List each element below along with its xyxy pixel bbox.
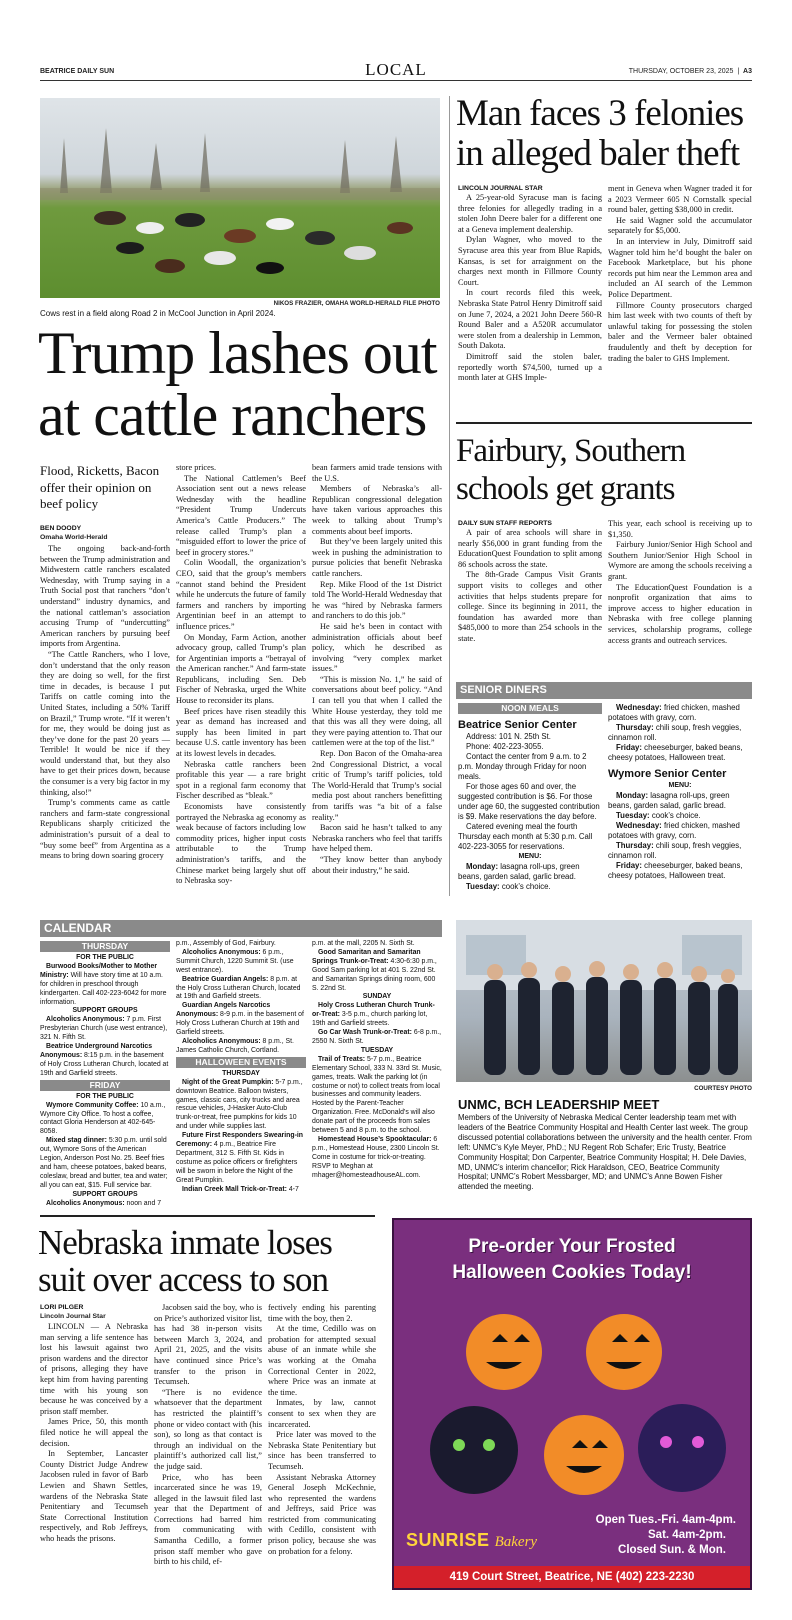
item-name: Beatrice Guardian Angels: bbox=[182, 975, 269, 983]
paragraph: “This is mission No. 1,” he said of conversations about beef policy. “And I can tell you that when I called the White House yesterday, they told me that this was all they were doing, all they were paying attention to. That our cattlemen were at the top of the list.” bbox=[312, 674, 442, 748]
item-text: Will have story time at 10 a.m. for children in preschool through kindergarten. Call 402-223-6042 for more information. bbox=[40, 971, 167, 1006]
paragraph: Price later was moved to the Nebraska State Penitentiary but since has been transferred to Tecumseh. bbox=[268, 1430, 376, 1471]
menu-day bbox=[608, 703, 752, 723]
date-text: THURSDAY, OCTOBER 23, 2025 bbox=[628, 68, 734, 75]
cattle-byline: BEN DOODY bbox=[40, 525, 82, 532]
day-menu: chili soup, fresh veggies, cinnamon roll. bbox=[608, 723, 742, 742]
paragraph: Colin Woodall, the organization’s CEO, said that the group’s members “cannot stand behind the President while he undercuts the future of family farmers and ranchers by importing Argentinian beef in an attempt to influence prices.” bbox=[176, 558, 306, 631]
beatrice-center-name: Beatrice Senior Center bbox=[458, 719, 577, 731]
schools-byline: DAILY SUN STAFF REPORTS bbox=[458, 520, 552, 527]
sunrise-logo bbox=[406, 1530, 537, 1551]
menu-day bbox=[608, 791, 752, 811]
item-name: Alcoholics Anonymous: bbox=[46, 1016, 125, 1024]
inmate-outlet: Lincoln Journal Star bbox=[40, 1313, 106, 1320]
schools-col2 bbox=[608, 519, 752, 670]
paragraph: This year, each school is receiving up to $1,350. bbox=[608, 519, 752, 539]
inmate-col2 bbox=[154, 1303, 262, 1590]
tuesday-heading: TUESDAY bbox=[360, 1046, 394, 1054]
day-menu: cheeseburger, baked beans, cheesy potatoes, Halloween treat. bbox=[608, 861, 743, 880]
paragraph: The National Cattlemen’s Beef Association sent out a news release Wednesday with the headline “President Trump Undercuts America’s Cattle Producers.” The release called Trump’s plan a “misguided effort to lower the price of beef in grocery stores.” bbox=[176, 473, 306, 557]
paragraph: Nebraska cattle ranchers been profitable this year — a rare bright spot in a regional farm economy that Fischer described as “bleak.” bbox=[176, 759, 306, 801]
unmc-photo-art bbox=[456, 920, 752, 1082]
section-rule bbox=[40, 1215, 375, 1217]
section-rule bbox=[456, 422, 752, 424]
day-menu: fried chicken, mashed potatoes with gravy, corn. bbox=[608, 821, 740, 840]
menu-day bbox=[458, 862, 602, 882]
for-public-heading: FOR THE PUBLIC bbox=[76, 954, 134, 961]
paragraph: James Price, 50, this month filed notice he will appeal the decision. bbox=[40, 1417, 148, 1448]
logo-bakery: Bakery bbox=[494, 1534, 538, 1550]
schools-col1 bbox=[458, 528, 602, 670]
day-menu: chili soup, fresh veggies, cinnamon roll. bbox=[608, 841, 742, 860]
day-label: Monday: bbox=[466, 862, 499, 871]
menu-day bbox=[458, 882, 602, 892]
inmate-col1 bbox=[40, 1322, 148, 1590]
paragraph: Price, who has been incarcerated since he was 19, alleged in the lawsuit filed last year that the Department of Corrections had barred him from communicating with Samantha Cedillo, a former prison staff member who gave birth to his child, ef- bbox=[154, 1472, 262, 1567]
paragraph: “The Cattle Ranchers, who I love, don’t understand that the only reason they are doing so well, for the first time in decades, is because I put Tariffs on cattle coming into the United States, including a 50% Tariff on Brazil,” Trump wrote. “If it weren’t for me, they would be doing just as they’ve done for the past 20 years — Terrible! It would be nice if they would understand that, but they also have to get their prices down, because the consumer is a very big factor in my thinking, also!” bbox=[40, 649, 170, 797]
paragraph: bean farmers amid trade tensions with the U.S. bbox=[312, 463, 442, 483]
unmc-photo-credit: COURTESY PHOTO bbox=[694, 1085, 752, 1092]
paragraph: store prices. bbox=[176, 463, 217, 472]
paragraph: Bacon said he hasn’t talked to any Nebraska ranchers who feel that tariffs have helped them. bbox=[312, 823, 442, 854]
cattle-col3 bbox=[312, 463, 442, 898]
item-name: Burwood Books/Mother to Mother Ministry: bbox=[40, 962, 158, 979]
item-text: 10 a.m., Wymore City Office. To host a coffee, contact Gloria Henderson at 402-645-8058. bbox=[40, 1101, 166, 1136]
item-text: 7 p.m. First Presbyterian Church (use west entrance), 321 N. Fifth St. bbox=[40, 1016, 168, 1042]
day-label: Wednesday: bbox=[616, 703, 662, 712]
day-menu: cheeseburger, baked beans, cheesy potatoes, Halloween treat. bbox=[608, 743, 743, 762]
cattle-subhead: Flood, Ricketts, Bacon offer their opinion on beef policy bbox=[40, 463, 160, 511]
item-text: 4:30-6:30 p.m., Good Sam parking lot at 401 S. 22nd St. and Samaritan Springs dining room, 600 S. 22nd St. bbox=[312, 957, 437, 992]
menu-day bbox=[608, 743, 752, 763]
baler-col1 bbox=[458, 193, 602, 399]
calendar-item bbox=[176, 976, 306, 1003]
cattle-headline: Trump lashes out at cattle ranchers bbox=[38, 320, 437, 448]
item-name: Alcoholics Anonymous: bbox=[182, 948, 261, 956]
paragraph: “They know better than anybody about their industry,” he said. bbox=[312, 854, 442, 875]
item-name: Future First Responders Swearing-in Ceremony: bbox=[176, 1132, 303, 1149]
calendar-item bbox=[312, 1056, 442, 1136]
calendar-continued: p.m., Assembly of God, Fairbury. bbox=[176, 940, 276, 947]
bakery-ad[interactable] bbox=[392, 1218, 752, 1590]
item-text: 8:15 p.m. in the basement of Holy Cross Lutheran Church, located at 19th and Garfield streets. bbox=[40, 1051, 169, 1077]
paragraph: “There is no evidence whatsoever that the department has restricted the plaintiff’s phone or video contact with (his son), so long as that contact is through an individual on the plaintiff’s authorized call list,” the judge said. bbox=[154, 1387, 262, 1471]
beatrice-phone: Phone: 402-223-3055. bbox=[466, 742, 544, 751]
day-menu: lasagna roll-ups, green beans, garden salad, garlic bread. bbox=[458, 862, 580, 881]
column-rule bbox=[449, 96, 450, 896]
day-menu: cook’s choice. bbox=[501, 882, 551, 891]
paragraph: Fairbury Junior/Senior High School and Southern Junior/Senior High School in Wymore are among the schools receiving a grant. bbox=[608, 540, 752, 581]
beatrice-info-2: For those ages 60 and over, the suggested contribution is $6. For those under age 60, the suggested contribution is $9. Make reservations the day before. bbox=[458, 782, 600, 821]
diners-col2 bbox=[608, 703, 752, 899]
menu-day bbox=[608, 821, 752, 841]
calendar-item bbox=[176, 1079, 306, 1132]
pumpkin-cookie bbox=[544, 1415, 624, 1495]
item-name: Beatrice Underground Narcotics Anonymous: bbox=[40, 1043, 153, 1059]
cattle-photo-credit: NIKOS FRAZIER, OMAHA WORLD-HERALD FILE PHOTO bbox=[273, 300, 440, 307]
cat-cookie bbox=[430, 1406, 518, 1494]
paragraph: On Monday, Farm Action, another advocacy group, called Trump’s plan for Argentinian imports a “betrayal of the American rancher.” And farm-state Republicans, including Sen. Deb Fischer of Nebraska, urged the White House to reconsider its plans. bbox=[176, 632, 306, 706]
paragraph: fectively ending his parenting time with the boy, then 2. bbox=[268, 1303, 376, 1323]
paragraph: He said Wagner sold the accumulator separately for $5,000. bbox=[608, 215, 752, 236]
thursday-band: THURSDAY bbox=[40, 941, 170, 952]
page-number: A3 bbox=[743, 68, 752, 75]
baler-headline: Man faces 3 felonies in alleged baler theft bbox=[456, 93, 744, 174]
item-name: Alcoholics Anonymous: bbox=[46, 1199, 125, 1207]
item-text: 8-9 p.m. in the basement of Holy Cross Lutheran Church at 19th and Garfield streets. bbox=[176, 1011, 304, 1037]
day-label: Thursday: bbox=[616, 841, 654, 850]
item-text: 8 p.m. at the Holy Cross Lutheran Church, located at 19th and Garfield streets. bbox=[176, 975, 301, 1001]
item-text: 6 p.m., Summit Church, 1220 Summit St. (use west entrance). bbox=[176, 948, 294, 974]
item-text: 4-7 bbox=[288, 1185, 299, 1193]
item-text: 6-8 p.m., 2550 N. Sixth St. bbox=[312, 1029, 442, 1045]
senior-diners-bar: SENIOR DINERS bbox=[456, 682, 752, 699]
ad-headline-2: Halloween Cookies Today! bbox=[452, 1262, 692, 1283]
cattle-col2 bbox=[176, 463, 306, 898]
section-title: LOCAL bbox=[365, 60, 427, 79]
schools-headline: Fairbury, Southern schools get grants bbox=[456, 433, 686, 507]
support-heading: SUPPORT GROUPS bbox=[72, 1190, 138, 1198]
paragraph: Assistant Nebraska Attorney General Joseph McKechnie, who represented the wardens and Jeffreys, said Price was restricted from communicating with Cedillo, consistent with prison policy, because she was on probation for a felony. bbox=[268, 1472, 376, 1556]
item-name: Holy Cross Lutheran Church Trunk-or-Treat: bbox=[312, 1002, 435, 1019]
item-text: 5-7 p.m., downtown Beatrice. Balloon twisters, games, classic cars, city trucks and area rescue vehicles, J-Hasker Auto-Club trunk-or-treat, free pumpkins for kids 10 and under while supplies last. bbox=[176, 1078, 303, 1131]
paragraph: Dimitroff said the stolen baler, reportedly worth $74,500, turned up a month later at GHS Imple- bbox=[458, 351, 602, 383]
cattle-outlet: Omaha World-Herald bbox=[40, 534, 108, 541]
day-menu: fried chicken, mashed potatoes with gravy, corn. bbox=[608, 703, 740, 722]
sunday-heading: SUNDAY bbox=[362, 993, 392, 1001]
paragraph: Beef prices have risen steadily this year as demand has increased and supply has been limited in part because U.S. cattle inventory has been at its lowest levels in decades. bbox=[176, 706, 306, 759]
beatrice-info-3: Catered evening meal the fourth Thursday each month at 5:30 p.m. Call 402-223-3055 for reservations. bbox=[458, 822, 593, 851]
item-text: 8 p.m., St. James Catholic Church, Cortland. bbox=[176, 1037, 294, 1054]
item-name: Trail of Treats: bbox=[318, 1055, 366, 1063]
unmc-title: UNMC, BCH LEADERSHIP MEET bbox=[458, 1097, 660, 1112]
day-label: Friday: bbox=[616, 861, 642, 870]
pumpkin-cookie bbox=[586, 1314, 662, 1390]
calendar-item bbox=[312, 1002, 442, 1029]
day-menu: cook’s choice. bbox=[651, 811, 701, 820]
paragraph: At the time, Cedillo was on probation for attempted sexual abuse of an inmate while she was working at the Omaha Correctional Center in 2022, where Price was an inmate at the time. bbox=[268, 1324, 376, 1397]
unmc-caption: Members of the University of Nebraska Medical Center leadership team met with leaders of the Beatrice Community Hospital and Health Center last week. The group discussed potential collaborations between the university and the health center. From left: UNMC’s Kyle Meyer, PhD.; NU Regent Rob Schafer; Eric Trusty, Beatrice Community Hospital; Don Carpenter, Beatrice Community Hospital; H. Dele Davies, MD, UNMC’s interim chancellor; Rick Haraldson, CEO, Beatrice Community Hospital; UNMC’s Robert Messbarger, MD; and UNMC’s Anne Bowen Fisher attended the meeting. bbox=[458, 1113, 752, 1192]
day-label: Tuesday: bbox=[466, 882, 500, 891]
calendar-item bbox=[40, 1137, 170, 1190]
paragraph: In an interview in July, Dimitroff said Wagner told him he’d bought the baler on Facebook Marketplace, but his phone records put him near the Lemmon area and included an AI search of the Lemmon Police Department. bbox=[608, 236, 752, 299]
paragraph: In court records filed this week, Nebraska State Patrol Henry Dimitroff said on June 7, 2024, a 2021 John Deere 560-R Round Baler and a A520R accumulator were stolen from a dealership in Lemmon, South Dakota. bbox=[458, 288, 602, 351]
item-name: Guardian Angels Narcotics Anonymous: bbox=[176, 1002, 271, 1019]
paragraph: Fillmore County prosecutors charged him last week with two counts of theft by unlawful taking for possessing the stolen baler and the Vermeer baler obtained fraudulently and theft by deception for trading the baler to GHS Implement. bbox=[608, 300, 752, 363]
unmc-photo bbox=[456, 920, 752, 1082]
calendar-col1 bbox=[40, 940, 170, 1207]
calendar-item bbox=[40, 1200, 170, 1209]
calendar-col2 bbox=[176, 940, 306, 1200]
beatrice-address: Address: 101 N. 25th St. bbox=[466, 732, 551, 741]
calendar-item bbox=[176, 1038, 306, 1056]
cattle-photo-art bbox=[40, 98, 440, 298]
paragraph: Trump’s comments came as cattle ranchers and farm-state congressional Republicans sharply criticized the administration’s pursuit of a deal to “buy some beef” from Argentina as a means to bring down soaring grocery bbox=[40, 798, 170, 861]
for-public-heading: FOR THE PUBLIC bbox=[76, 1092, 134, 1100]
ad-hours-1: Open Tues.-Fri. 4am-4pm. bbox=[595, 1514, 736, 1526]
item-name: Alcoholics Anonymous: bbox=[182, 1037, 261, 1045]
inmate-col3 bbox=[268, 1303, 376, 1590]
logo-brand: SUNRISE bbox=[406, 1530, 490, 1550]
noon-meals-band: NOON MEALS bbox=[458, 703, 602, 714]
header-rule bbox=[40, 80, 752, 81]
item-name: Night of the Great Pumpkin: bbox=[182, 1078, 274, 1086]
header-date: THURSDAY, OCTOBER 23, 2025 | A3 bbox=[628, 68, 752, 75]
calendar-item bbox=[40, 963, 170, 1008]
baler-byline: LINCOLN JOURNAL STAR bbox=[458, 185, 543, 192]
beatrice-info-1: Contact the center from 9 a.m. to 2 p.m. Monday through Friday for noon meals. bbox=[458, 752, 587, 781]
paragraph: The 8th-Grade Campus Visit Grants support visits to colleges and other activities that helps students prepare for college. Since its beginning in 2011, the foundation has awarded more than $485,000 to more than 254 schools in the state. bbox=[458, 570, 602, 643]
paragraph: Jacobsen said the boy, who is on Price’s authorized visitor list, has had 38 in-person visits between March 3, 2024, and April 21, 2025, and the visits have continued since Price’s transfer to the prison in Tecumseh. bbox=[154, 1303, 262, 1387]
calendar-bar: CALENDAR bbox=[40, 920, 442, 937]
paragraph: A pair of area schools will share in nearly $56,000 in grant funding from the EducationQuest Foundation to split among 86 schools across the state. bbox=[458, 528, 602, 569]
item-name: Mixed stag dinner: bbox=[46, 1137, 107, 1145]
beatrice-menu-label: MENU: bbox=[518, 853, 542, 860]
inmate-byline: LORI PILGER bbox=[40, 1304, 84, 1311]
paragraph: Economists have consistently portrayed the Nebraska ag economy as weak because of factors including low commodity prices, higher input costs attributable to the Trump administration’s tariffs, and the Chinese market being largely shut off to Nebraska soy- bbox=[176, 802, 306, 886]
calendar-item bbox=[176, 949, 306, 976]
calendar-item bbox=[312, 1029, 442, 1047]
cattle-photo bbox=[40, 98, 440, 298]
item-name: Go Car Wash Trunk-or-Treat: bbox=[318, 1029, 412, 1037]
paragraph: But they’ve been largely united this week in pushing the administration to pursue policies that benefit Nebraska cattle ranchers. bbox=[312, 537, 442, 578]
paragraph: Members of Nebraska’s all-Republican congressional delegation have taken various approaches this week to talking about Trump’s comments about beef imports. bbox=[312, 484, 442, 536]
item-text: 5:30 p.m. until sold out, Wymore Sons of the American Legion, Anderson Post No. 25. Beef fries and ham, cheese potatoes, baked beans, coleslaw, bread and butter, tea and water; all you can eat, $15. Full service bar. bbox=[40, 1137, 168, 1189]
friday-band: FRIDAY bbox=[40, 1080, 170, 1091]
item-text: 3-5 p.m., church parking lot, 19th and Garfield streets. bbox=[312, 1011, 428, 1028]
day-label: Friday: bbox=[616, 743, 642, 752]
calendar-item bbox=[40, 1043, 170, 1079]
ad-headline-1: Pre-order Your Frosted bbox=[468, 1236, 676, 1257]
baler-col2 bbox=[608, 184, 752, 399]
calendar-item bbox=[176, 1132, 306, 1185]
paper-name: BEATRICE DAILY SUN bbox=[40, 68, 115, 75]
day-menu: lasagna roll-ups, green beans, garden salad, garlic bread. bbox=[608, 791, 730, 810]
day-label: Monday: bbox=[616, 791, 649, 800]
cattle-photo-caption: Cows rest in a field along Road 2 in McCool Junction in April 2024. bbox=[40, 309, 276, 318]
item-text: noon and 7 bbox=[126, 1199, 162, 1207]
day-label: Thursday: bbox=[616, 723, 654, 732]
paragraph: Inmates, by law, cannot consent to sex when they are incarcerated. bbox=[268, 1398, 376, 1429]
menu-day bbox=[608, 841, 752, 861]
support-heading: SUPPORT GROUPS bbox=[72, 1007, 138, 1015]
paragraph: He said he’s been in contact with administration officials about beef policy, which he described as involving “very complex market issues.” bbox=[312, 621, 442, 674]
wymore-menu-label: MENU: bbox=[668, 782, 692, 789]
item-name: Good Samaritan and Samaritan Springs Trunk-or-Treat: bbox=[312, 948, 421, 965]
item-text: 4 p.m., Beatrice Fire Department, 312 S. Fifth St. Kids in costume as police officers or firefighters will be sworn in before the Night of the Great Pumpkin. bbox=[176, 1141, 298, 1184]
ad-address[interactable]: 419 Court Street, Beatrice, NE (402) 223-2230 bbox=[394, 1566, 750, 1588]
calendar-item bbox=[312, 1136, 442, 1181]
item-name: Indian Creek Mall Trick-or-Treat: bbox=[182, 1185, 287, 1193]
paragraph: Dylan Wagner, who moved to the Syracuse area this year from Blue Rapids, Kansas, is set for arraignment on the charges next month in Fillmore County Court. bbox=[458, 235, 602, 287]
cattle-col1 bbox=[40, 544, 170, 898]
calendar-item bbox=[40, 1016, 170, 1043]
wymore-center-name: Wymore Senior Center bbox=[608, 768, 727, 780]
calendar-item bbox=[176, 1186, 306, 1195]
menu-day bbox=[608, 861, 752, 881]
thursday-heading: THURSDAY bbox=[222, 1069, 260, 1077]
paragraph: LINCOLN — A Nebraska man serving a life sentence has lost his lawsuit against two prison wardens and the director of prisons, alleging they have kept him from having parenting time with his young son because he was conceived by a prison staff member. bbox=[40, 1322, 148, 1416]
item-name: Wymore Community Coffee: bbox=[46, 1101, 139, 1109]
calendar-item bbox=[40, 1102, 170, 1138]
paragraph: The ongoing back-and-forth between the Trump administration and Midwestern cattle ranchers escalated Wednesday, with Trump saying in a Truth Social post that ranchers “don’t understand” industry dynamics, and the national cattleman’s association accusing Trump of “undercutting” American ranchers by pursuing beef imports from Argentina. bbox=[40, 544, 170, 649]
calendar-col3 bbox=[312, 940, 442, 1200]
cat-cookie bbox=[638, 1404, 726, 1492]
item-text: 5-7 p.m., Beatrice Elementary School, 333 N. 33rd St. Music, games, treats. Walk the parking lot (in costume or not) to collect treats from local businesses and community leaders. Hosted by the Parent-Teacher Organization. Free. McDonald’s will also donate part of the proceeds from sales between 5 and 8 p.m. to the school. bbox=[312, 1055, 442, 1135]
menu-day bbox=[608, 811, 752, 821]
calendar-continued: p.m. at the mall, 2205 N. Sixth St. bbox=[312, 940, 415, 947]
halloween-band: HALLOWEEN EVENTS bbox=[176, 1057, 306, 1068]
day-label: Wednesday: bbox=[616, 821, 662, 830]
calendar-item bbox=[312, 949, 442, 994]
item-text: 6 p.m., Homestead House, 2300 Lincoln St. Come in costume for trick-or-treating. RSVP to Meghan at mhager@homesteadhouseAL.com. bbox=[312, 1135, 440, 1179]
menu-day bbox=[608, 723, 752, 743]
diners-col1 bbox=[458, 703, 602, 899]
inmate-headline: Nebraska inmate loses suit over access to son bbox=[38, 1223, 332, 1299]
calendar-item bbox=[176, 1002, 306, 1038]
pumpkin-cookie bbox=[466, 1314, 542, 1390]
ad-hours-2: Sat. 4am-2pm. bbox=[648, 1529, 726, 1541]
ad-hours-3: Closed Sun. & Mon. bbox=[618, 1544, 726, 1556]
paragraph: ment in Geneva when Wagner traded it for a 2023 Vermeer 605 N Cornstalk special round baler, getting $38,000 in credit. bbox=[608, 184, 752, 215]
paragraph: The EducationQuest Foundation is a nonprofit organization that aims to improve access to higher education in Nebraska with free college planning services, scholarship programs, college access grants and outreach services. bbox=[608, 582, 752, 645]
cookies-art bbox=[414, 1300, 734, 1510]
day-label: Tuesday: bbox=[616, 811, 650, 820]
paragraph: In September, Lancaster County District Judge Andrew Jacobsen ruled in favor of Barb Lewien and Shawn Settles, wardens of the Nebraska State Penitentiary and Tecumseh State Correctional Institution respectively, and Rob Jeffreys, who heads the prisons. bbox=[40, 1449, 148, 1543]
paragraph: A 25-year-old Syracuse man is facing three felonies for allegedly trading in a stolen John Deere baler for a different one at a Geneva implement dealership. bbox=[458, 193, 602, 234]
paragraph: Rep. Mike Flood of the 1st District told The World-Herald Wednesday that he was “hired by Nebraska farmers and ranchers to do this job.” bbox=[312, 579, 442, 621]
item-name: Homestead House’s Spooktacular: bbox=[318, 1135, 432, 1143]
paragraph: Rep. Don Bacon of the Omaha-area 2nd Congressional District, a vocal critic of Trump’s tariff policies, told The World-Herald that Trump’s social media post about ranchers benefitting from tariffs was “a bit of a false reality.” bbox=[312, 749, 442, 822]
